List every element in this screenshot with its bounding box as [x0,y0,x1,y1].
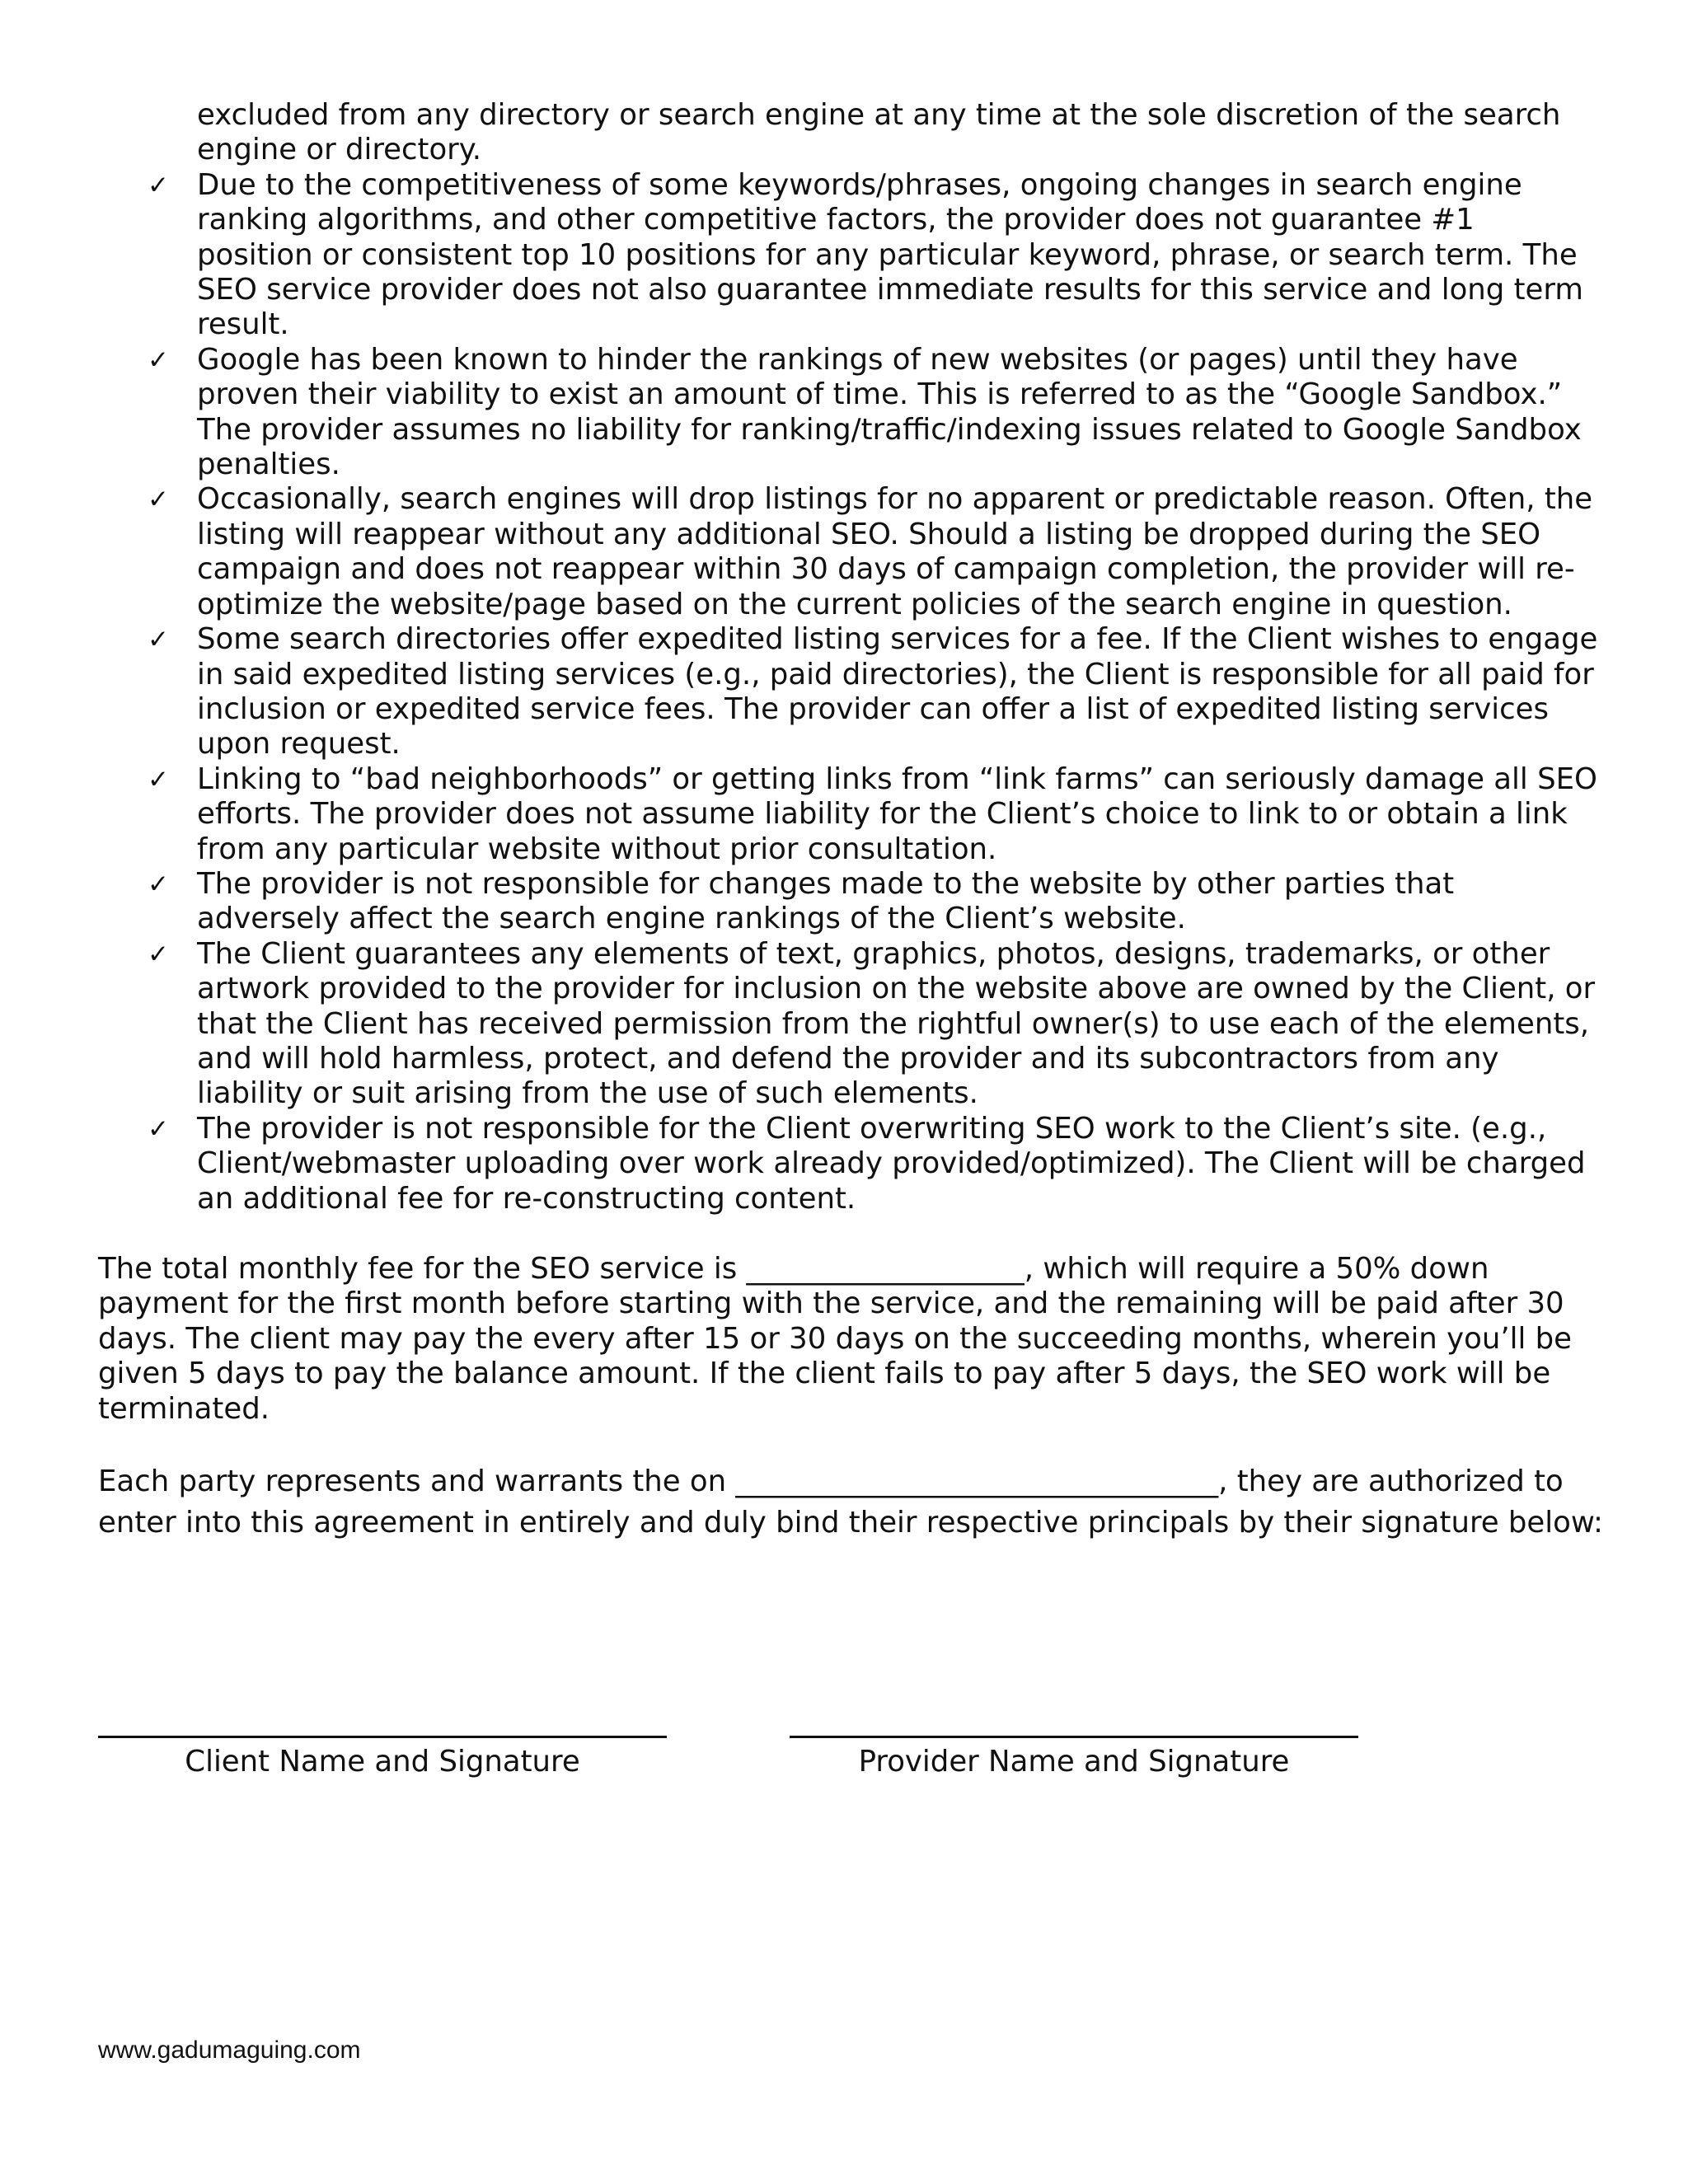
terms-checklist [148,167,1598,1216]
checkmark-icon: ✓ [148,344,169,375]
list-item [148,866,1598,937]
list-item-text: Some search directories offer expedited listing services for a fee. If the Client wishes to engage in said expedited listing services (e.g., paid directories), the Client is responsible for all paid for inclusion or expedited service fees. The provider can offer a list of expedited listing services upon request. [197,622,1598,762]
client-signature-line[interactable] [98,1736,667,1738]
terms-section [148,98,1598,1216]
warrant-paragraph [98,1461,1606,1544]
checkmark-icon: ✓ [148,939,169,969]
list-item [148,936,1598,1112]
warrant-date-blank[interactable]: _________________________________ [735,1465,1219,1498]
checkmark-icon: ✓ [148,485,169,515]
fee-paragraph [98,1252,1606,1427]
fee-text-end: , which will require a 50% down payment for the first month before starting with the service, and the remaining will be paid after 30 days. The client may pay the every after 15 or 30 days on the succeeding months, wherein you’ll be given 5 days to pay the balance amount. If the client fails to pay after 5 days, the SEO work will be terminated. [98,1252,1572,1426]
checkmark-icon: ✓ [148,764,169,794]
fee-amount-blank[interactable]: ___________________ [746,1252,1025,1286]
list-item [148,1111,1598,1216]
checkmark-icon: ✓ [148,625,169,655]
list-item-text: Occasionally, search engines will drop listings for no apparent or predictable reason. Often, the listing will reappear without any additional SEO. Should a listing be dropped during the SEO campaign and does not reappear within 30 days of campaign completion, the provider will re-optimize the website/page based on the current policies of the search engine in question. [197,482,1593,621]
list-item-text: The provider is not responsible for the Client overwriting SEO work to the Client’s site. (e.g., Client/webmaster uploading over work already provided/optimized). The Client will be charged an additional fee for re-constructing content. [197,1111,1586,1216]
warrant-text-end: , they are authorized to enter into this agreement in entirely and duly bind their respective principals by their signature below: [98,1465,1603,1540]
list-item-text: Due to the competitiveness of some keywords/phrases, ongoing changes in search engine ranking algorithms, and other competitive factors, the provider does not guarantee #1 position or consistent top 10 positions for any particular keyword, phrase, or search term. The SEO service provider does not also guarantee immediate results for this service and long term result. [197,167,1583,342]
list-item [148,762,1598,867]
list-item-text: The Client guarantees any elements of text, graphics, photos, designs, trademarks, or other artwork provided to the provider for inclusion on the website above are owned by the Client, or that the Client has received permission from the rightful owner(s) to use each of the elements, and will hold harmless, protect, and defend the provider and its subcontractors from any liability or suit arising from the use of such elements. [197,936,1596,1111]
provider-signature-line[interactable] [790,1736,1358,1738]
checkmark-icon: ✓ [148,869,169,899]
provider-signature-label: Provider Name and Signature [858,1745,1290,1779]
list-item-text: Google has been known to hinder the rankings of new websites (or pages) until they have proven their viability to exist an amount of time. This is referred to as the “Google Sandbox.” The provider assumes no liability for ranking/traffic/indexing issues related to Google Sandbox penalties. [197,342,1582,482]
footer-website: www.gadumaguing.com [98,2036,361,2064]
list-item-text: Linking to “bad neighborhoods” or getting links from “link farms” can seriously damage all SEO efforts. The provider does not assume liability for the Client’s choice to link to or obtain a link from any particular website without prior consultation. [197,762,1597,866]
checkmark-icon: ✓ [148,170,169,200]
checkmark-icon: ✓ [148,1113,169,1144]
list-item [148,622,1598,762]
list-item [148,167,1598,343]
fee-text-start: The total monthly fee for the SEO service is [98,1252,747,1286]
list-item [148,482,1598,622]
list-item-text: The provider is not responsible for changes made to the website by other parties that adversely affect the search engine rankings of the Client’s website. [197,866,1455,936]
warrant-text-start: Each party represents and warrants the on [98,1465,736,1498]
list-item [148,342,1598,483]
client-signature-label: Client Name and Signature [185,1745,580,1779]
continued-bullet-text: excluded from any directory or search engine at any time at the sole discretion of the search engine or directory. [197,98,1561,167]
